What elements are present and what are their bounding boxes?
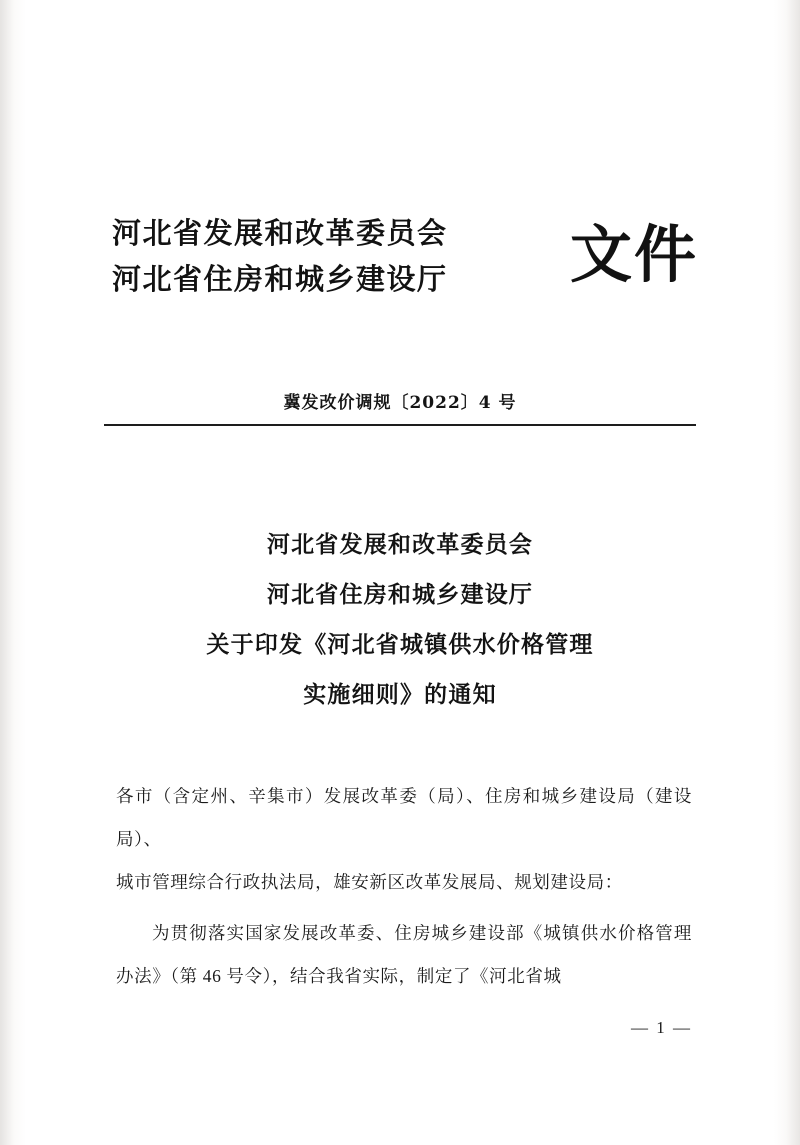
issuing-authority-names <box>112 210 572 302</box>
masthead <box>104 210 704 330</box>
title-line-4: 实施细则》的通知 <box>303 681 497 708</box>
document-number: 冀发改价调规〔2022〕4 号 <box>283 393 517 413</box>
title-line-2: 河北省住房和城乡建设厅 <box>266 581 534 608</box>
document-body <box>116 775 692 998</box>
issuing-authority-line-2: 河北省住房和城乡建设厅 <box>112 262 448 296</box>
document-word-label: 文件 <box>569 218 698 291</box>
document-title <box>120 520 680 720</box>
page-right-edge-shading <box>786 0 800 1145</box>
horizontal-divider-rule <box>104 424 696 426</box>
title-line-1: 河北省发展和改革委员会 <box>266 531 534 558</box>
document-number-block <box>104 388 696 413</box>
page-left-edge-shading <box>0 0 14 1145</box>
issuing-authority-line-1: 河北省发展和改革委员会 <box>112 216 448 250</box>
addressee-line-1: 各市（含定州、辛集市）发展改革委（局）、住房和城乡建设局（建设局）、 <box>116 786 692 849</box>
addressee-line-2: 城市管理综合行政执法局，雄安新区改革发展局、规划建设局： <box>116 872 623 892</box>
paragraph-spacer <box>116 904 692 912</box>
page-number: — 1 — <box>631 1018 692 1037</box>
body-paragraph-1: 为贯彻落实国家发展改革委、住房城乡建设部《城镇供水价格管理办法》（第 46 号令），结合我省实际，制定了《河北省城 <box>116 923 692 986</box>
title-line-3: 关于印发《河北省城镇供水价格管理 <box>206 631 594 658</box>
